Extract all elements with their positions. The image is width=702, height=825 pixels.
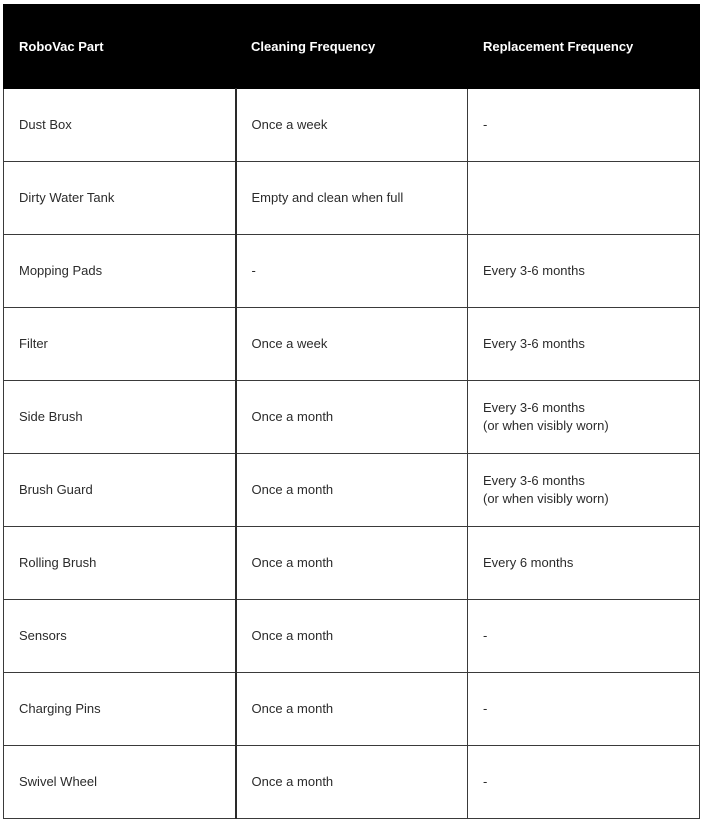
cell-part: Filter [4,308,236,381]
table-row [4,235,700,308]
maintenance-table [3,4,700,819]
table-row [4,381,700,454]
table-header [4,5,700,89]
cell-part: Rolling Brush [4,527,236,600]
cell-replacement: - [468,89,700,162]
cell-replacement [468,162,700,235]
table-row [4,746,700,819]
cell-cleaning: Empty and clean when full [236,162,468,235]
cell-cleaning: Once a month [236,381,468,454]
cell-cleaning: Once a month [236,600,468,673]
cell-cleaning: Once a week [236,308,468,381]
cell-part: Mopping Pads [4,235,236,308]
table-body [4,89,700,819]
table-row [4,527,700,600]
cell-part: Brush Guard [4,454,236,527]
cell-cleaning: Once a month [236,454,468,527]
cell-part: Dust Box [4,89,236,162]
cell-replacement: - [468,746,700,819]
table-row [4,673,700,746]
table-row [4,454,700,527]
cell-cleaning: Once a month [236,673,468,746]
table-row [4,308,700,381]
cell-cleaning: Once a week [236,89,468,162]
table-row [4,89,700,162]
table-row [4,162,700,235]
cell-part: Sensors [4,600,236,673]
header-cleaning-frequency: Cleaning Frequency [236,5,468,89]
cell-cleaning: Once a month [236,746,468,819]
cell-replacement: - [468,600,700,673]
header-part: RoboVac Part [4,5,236,89]
header-row [4,5,700,89]
cell-part: Swivel Wheel [4,746,236,819]
cell-replacement: Every 3-6 months [468,235,700,308]
cell-cleaning: Once a month [236,527,468,600]
table-row [4,600,700,673]
cell-replacement: - [468,673,700,746]
cell-replacement: Every 3-6 months (or when visibly worn) [468,454,700,527]
cell-replacement: Every 3-6 months [468,308,700,381]
cell-replacement: Every 6 months [468,527,700,600]
header-replacement-frequency: Replacement Frequency [468,5,700,89]
cell-cleaning: - [236,235,468,308]
cell-part: Side Brush [4,381,236,454]
cell-replacement: Every 3-6 months (or when visibly worn) [468,381,700,454]
cell-part: Dirty Water Tank [4,162,236,235]
cell-part: Charging Pins [4,673,236,746]
